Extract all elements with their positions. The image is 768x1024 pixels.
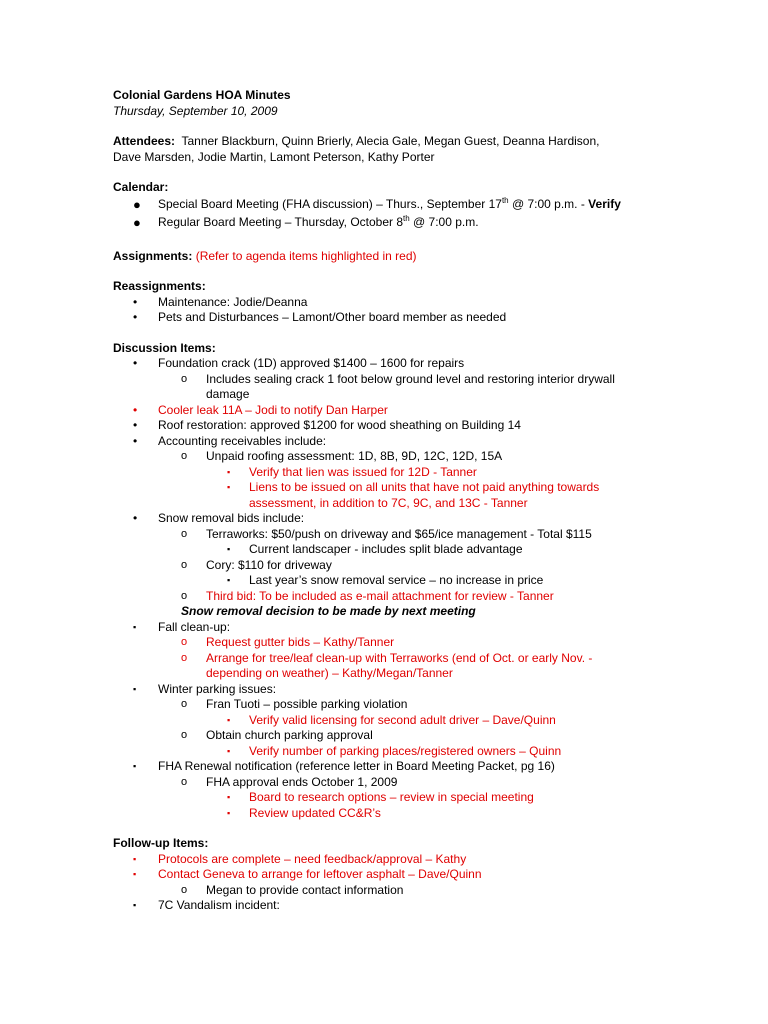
- bullet-icon: ●: [133, 196, 141, 212]
- list-item: o Cory: $110 for driveway: [181, 557, 332, 572]
- bullet-icon: •: [133, 433, 138, 448]
- minutes-document: [113, 88, 733, 914]
- list-item: o Megan to provide contact information: [181, 882, 404, 897]
- bullet-icon: ●: [133, 215, 141, 230]
- calendar-item-regular-meeting: ● Regular Board Meeting – Thursday, October 8th @ 7:00 p.m.: [133, 214, 479, 230]
- circle-bullet-icon: o: [181, 372, 188, 385]
- square-bullet-icon: ▪: [133, 761, 137, 771]
- list-item: ▪ Verify valid licensing for second adult driver – Dave/Quinn: [227, 712, 556, 727]
- circle-bullet-icon: o: [181, 450, 188, 462]
- list-item: • Foundation crack (1D) approved $1400 – 1600 for repairs: [133, 356, 465, 370]
- list-item: ▪ 7C Vandalism incident:: [133, 898, 280, 912]
- list-item: o Fran Tuoti – possible parking violation: [181, 697, 408, 711]
- attendees-line-1: [113, 134, 733, 150]
- attendees-names-2: Dave Marsden, Jodie Martin, Lamont Peterson, Kathy Porter: [113, 149, 435, 164]
- reassignments-heading: Reassignments:: [113, 279, 206, 293]
- verify-label: Verify: [588, 196, 621, 211]
- calendar-heading: Calendar:: [113, 180, 169, 194]
- list-item: o Includes sealing crack 1 foot below ground level and restoring interior drywall damage: [181, 371, 615, 401]
- list-item: ▪ Review updated CC&R’s: [227, 805, 381, 820]
- document-title: Colonial Gardens HOA Minutes: [113, 88, 291, 102]
- list-item: o Request gutter bids – Kathy/Tanner: [181, 635, 395, 649]
- square-bullet-icon: ▪: [227, 575, 231, 585]
- bullet-icon: •: [133, 511, 138, 525]
- list-item: • Pets and Disturbances – Lamont/Other board member as needed: [133, 310, 507, 324]
- assignments-label: Assignments:: [113, 248, 193, 263]
- circle-bullet-icon: o: [181, 636, 188, 648]
- circle-bullet-icon: o: [181, 651, 188, 664]
- square-bullet-icon: ▪: [133, 683, 137, 694]
- list-item: ▪ Last year’s snow removal service – no increase in price: [227, 573, 544, 587]
- meeting-date: Thursday, September 10, 2009: [113, 103, 278, 118]
- list-item: ▪ Verify that lien was issued for 12D - Tanner: [227, 464, 477, 479]
- square-bullet-icon: ▪: [227, 714, 231, 725]
- square-bullet-icon: ▪: [227, 792, 231, 802]
- attendees-names-1: Tanner Blackburn, Quinn Brierly, Alecia Gale, Megan Guest, Deanna Hardison,: [181, 134, 600, 148]
- bullet-icon: •: [133, 310, 138, 324]
- bullet-icon: •: [133, 418, 138, 432]
- square-bullet-icon: ▪: [227, 482, 231, 492]
- discussion-heading: Discussion Items:: [113, 340, 216, 355]
- assignments-line: [113, 249, 733, 265]
- list-item: o Third bid: To be included as e-mail attachment for review - Tanner: [181, 588, 554, 603]
- circle-bullet-icon: o: [181, 527, 188, 540]
- list-item: o Arrange for tree/leaf clean-up with Terraworks (end of Oct. or early Nov. - depending on weather) – Kathy/Megan/Tanner: [181, 650, 593, 680]
- list-item: ▪ Protocols are complete – need feedback/approval – Kathy: [133, 851, 467, 866]
- calendar-item-special-meeting: ● Special Board Meeting (FHA discussion) – Thurs., September 17th @ 7:00 p.m. - Verify: [133, 195, 621, 212]
- square-bullet-icon: ▪: [227, 807, 231, 818]
- list-item: • Cooler leak 11A – Jodi to notify Dan Harper: [133, 402, 388, 417]
- circle-bullet-icon: o: [181, 883, 188, 896]
- list-item: ▪ Board to research options – review in special meeting: [227, 790, 534, 804]
- circle-bullet-icon: o: [181, 775, 188, 788]
- bullet-icon: •: [133, 402, 138, 417]
- square-bullet-icon: ▪: [133, 900, 137, 910]
- list-item: ▪ Contact Geneva to arrange for leftover asphalt – Dave/Quinn: [133, 867, 482, 881]
- snow-decision-note: Snow removal decision to be made by next meeting: [181, 604, 476, 618]
- square-bullet-icon: ▪: [227, 544, 231, 554]
- list-item: • Maintenance: Jodie/Deanna: [133, 294, 308, 309]
- list-item: ▪ Fall clean-up:: [133, 619, 231, 634]
- square-bullet-icon: ▪: [227, 466, 231, 477]
- followup-heading: Follow-up Items:: [113, 836, 209, 850]
- circle-bullet-icon: o: [181, 558, 188, 571]
- square-bullet-icon: ▪: [227, 745, 231, 756]
- list-item: • Snow removal bids include:: [133, 511, 305, 525]
- bullet-icon: •: [133, 294, 138, 309]
- square-bullet-icon: ▪: [133, 853, 137, 864]
- circle-bullet-icon: o: [181, 589, 188, 602]
- list-item: ▪ Verify number of parking places/registered owners – Quinn: [227, 743, 562, 758]
- square-bullet-icon: ▪: [133, 621, 137, 632]
- assignments-note: (Refer to agenda items highlighted in red): [195, 248, 417, 263]
- circle-bullet-icon: o: [181, 729, 188, 741]
- list-item: ▪ FHA Renewal notification (reference letter in Board Meeting Packet, pg 16): [133, 759, 555, 773]
- list-item: ▪ Winter parking issues:: [133, 681, 277, 696]
- list-item: o FHA approval ends October 1, 2009: [181, 774, 398, 789]
- list-item: • Roof restoration: approved $1200 for wood sheathing on Building 14: [133, 418, 521, 432]
- bullet-icon: •: [133, 356, 138, 370]
- list-item: ▪ Current landscaper - includes split blade advantage: [227, 542, 523, 556]
- circle-bullet-icon: o: [181, 698, 188, 710]
- list-item: o Unpaid roofing assessment: 1D, 8B, 9D, 12C, 12D, 15A: [181, 449, 503, 463]
- square-bullet-icon: ▪: [133, 869, 137, 879]
- attendees-label: Attendees:: [113, 134, 176, 148]
- list-item: • Accounting receivables include:: [133, 433, 327, 448]
- list-item: ▪ Liens to be issued on all units that have not paid anything towards assessment, in addition to 7C, 9C, and 13C - Tanner: [227, 480, 600, 510]
- list-item: o Terraworks: $50/push on driveway and $65/ice management - Total $115: [181, 526, 592, 541]
- list-item: o Obtain church parking approval: [181, 728, 373, 742]
